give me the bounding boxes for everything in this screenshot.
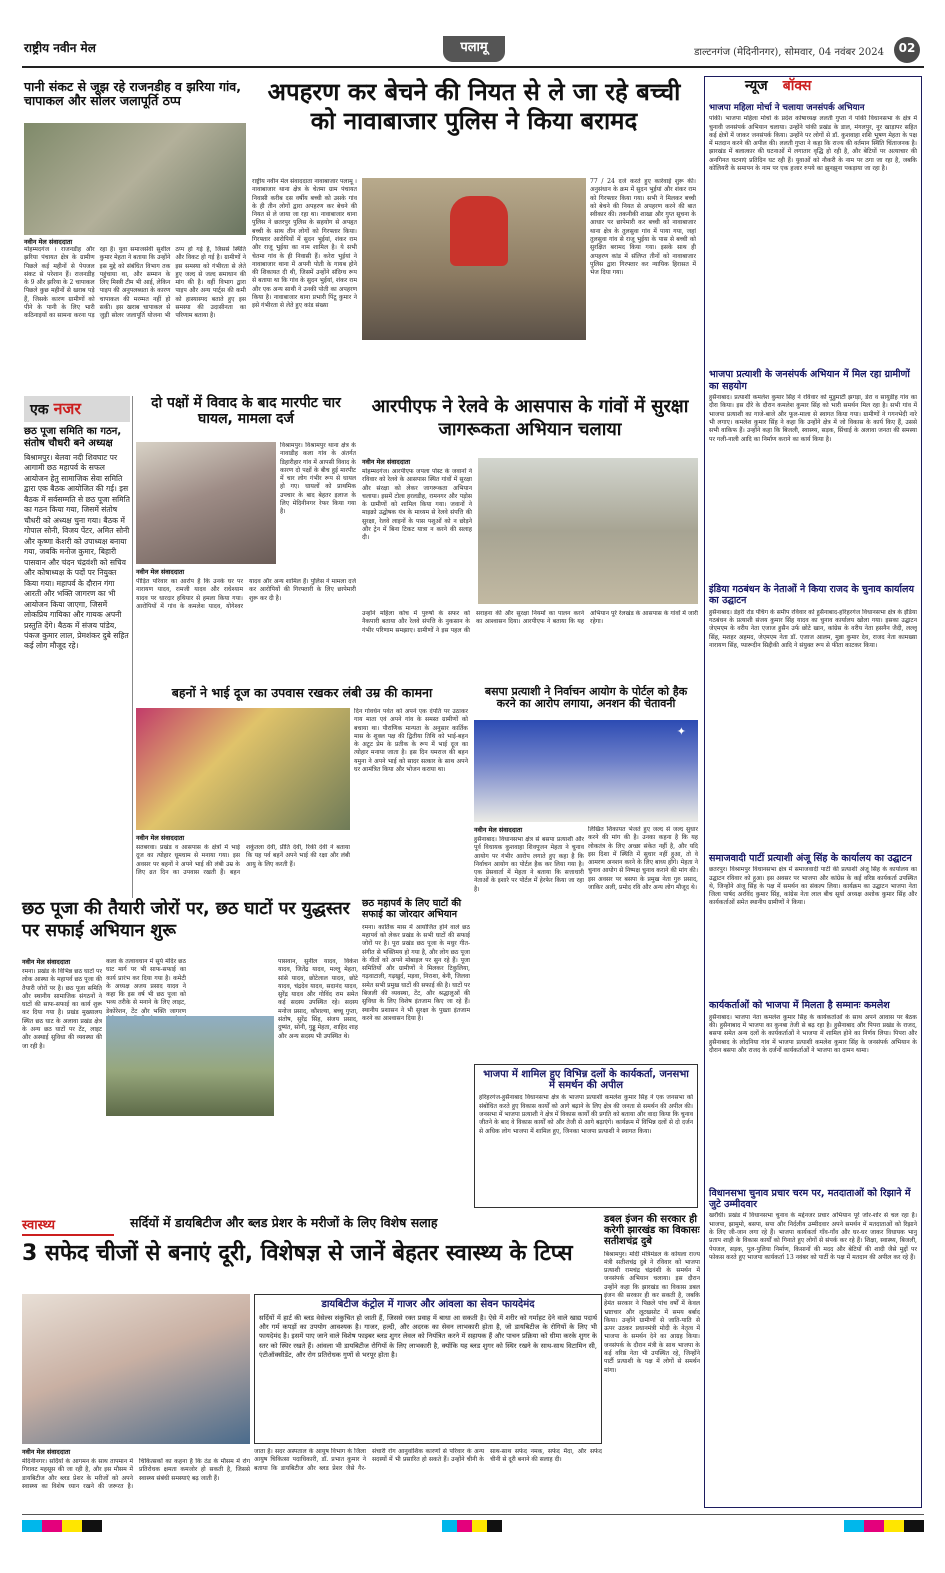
story-lead: [250, 78, 698, 388]
body-2: कला के तत्वावधान में सूर्य मंदिर छठ घाट मार्ग पर भी साफ-सफाई का कार्य प्रारंभ कर दिया गया है। कमेटी के अध्यक्ष अजय प्रसाद यादव ने कहा कि इस वर्ष भी छठ पूजा को भव्य तरीके से मनाने के लिए लाइट, डेकोरेशन, टेंट और भक्ति जागरण: [106, 958, 186, 1015]
page-number-text: 02: [898, 41, 916, 55]
health-box-body: सर्दियों में हार्ट की ब्लड वेसेल्स संकुचित हो जाती हैं, जिससे रक्त प्रवाह में बाधा आ सकती है। ऐसे में शरीर को गर्माहट देने वाले खाद्य पदार्थ और गर्म कपड़ों का उपयोग आवश्यक है। गाजर, हल्दी, और अदरक का सेवन लाभकारी होता है, जो डायबिटीज के रोगियों के लिए भी फायदेमंद है। इसमें पाए जाने वाले विशेष फाइबर ब्लड शुगर लेवल को नियंत्रित करने में सहायक हैं और पाचन प्रक्रिया को धीमा करके शुगर के स्तर को स्थिर रखते हैं। आंवला भी डायबिटीज रोगियों के लिए लाभकारी है, क्योंकि यह ब्लड शुगर को स्थिर रखने के साथ-साथ विटामिन सी, एंटीऑक्सीडेंट, और रोग प्रतिरोधक गुणों से भरपूर होता है।: [259, 1314, 597, 1359]
body-1: मोहम्मदगंज। आरपीएफ जपला पोस्ट के जवानों ने रविवार को रेलवे के आसपास स्थित गांवों में सुरक्षा और संरक्षा को लेकर जागरूकता अभियान चलाया। इसमें टोला हरलडीह, रामनगर और पड़ोस के ग्रामीणों को शामिल किया गया। जवानों ने माइक्रो उद्घोषक यंत्र के माध्यम से रेलवे संपत्ति की सुरक्षा, रेलवे लाइनों के पास पशुओं को न छोड़ने और ट्रेन में बिना टिकट यात्रा न करने की सलाह दी।: [362, 468, 472, 542]
box-sub-5: कार्यकर्ताओं को भाजपा में मिलता है सम्मानः कमलेश: [709, 1000, 890, 1012]
caption: नवीन मेल संवाददाता: [136, 568, 185, 576]
story-bjp-join: [474, 1064, 698, 1208]
headline: पानी संकट से जूझ रहे राजनडीह व झरिया गांव, चापाकल और सोलर जलापूर्ति ठप्प: [24, 79, 241, 108]
registration-bar: [22, 1520, 924, 1532]
body: हरिहरगंज-हुसैनाबाद विधानसभा क्षेत्र के भाजपा प्रत्याशी कमलेश कुमार सिंह ने एक जनसभा को संबोधित करते हुए विकास कार्यों को आगे बढ़ाने के लिए क्षेत्र की जनता से समर्थन की अपील की। जनसभा में भाजपा प्रत्याशी ने क्षेत्र में विकास कार्यों की प्रगति को बताया और वादा किया कि चुनाव जीतने के बाद वे विकास कार्यों को और तेजी से आगे बढ़ाएंगे। कार्यक्रम में विभिन्न दलों से दो दर्जन से अधिक लोग भाजपा में शामिल हुए, जिनका भाजपा प्रत्याशी ने स्वागत किया।: [479, 1094, 693, 1135]
ek-nazar: [24, 396, 130, 898]
color-swatches-left: [22, 1520, 102, 1532]
body-1: हुसैनाबाद। विधानसभा क्षेत्र से बसपा प्रत्याशी और पूर्व विधायक कुशवाहा शिवपूजन मेहता ने चुनाव आयोग पर गंभीर आरोप लगाते हुए कहा है कि निर्वाचन आयोग का पोर्टल हैक कर लिया गया है। एक प्रेसवार्ता में मेहता ने बताया कि सत्ताधारी नेताओं के इशारे पर पोर्टल में हेरफेर किया जा रहा है।: [474, 836, 584, 893]
news-box: [704, 76, 922, 1508]
masthead: [22, 36, 924, 66]
photo: [136, 442, 276, 564]
story-water: [24, 80, 246, 388]
ek-nazar-label-a: एक: [30, 402, 49, 418]
story-rpf: [362, 396, 698, 676]
section-tab: [443, 36, 505, 62]
bsp-banner-icon: ✦: [676, 725, 686, 738]
caption: नवीन मेल संवाददाता: [362, 458, 411, 466]
ghat-body: रमना। कार्तिक मास में आयोजित होने वाले छठ महापर्व को लेकर प्रखंड के सभी घाटों की सफाई जोरों पर है। पूरा प्रखंड छठ पूजा के मधुर गीत-संगीत से भक्तिमय हो गया है, और लोग छठ पूजा के गीतों को अपने मोबाइल पर सुन रहे हैं। पूजा समितियों और ग्रामीणों ने मिलकर टिकुलिया, गढ़वाटाली, गढ़खुर्द, मड़वा, निराशा, बेनी, जिलवा समेत सभी प्रमुख घाटों की सफाई की है। घाटों पर बिजली की व्यवस्था, टेंट, और श्रद्धालुओं की सुविधा के लिए विशेष इंतजाम किए जा रहे हैं। स्थानीय प्रशासन ने भी सुरक्षा के पुख्ता इंतजाम करने का आश्वासन दिया है।: [362, 923, 470, 1022]
news-box-title-a: न्यूज: [745, 78, 768, 94]
headline: छठ पूजा की तैयारी जोरों पर, छठ घाटों पर युद्धस्तर पर सफाई अभियान शुरू: [22, 899, 350, 942]
headline: बहनों ने भाई दूज का उपवास रखकर लंबी उम्र की कामना: [171, 685, 433, 700]
page-number: [894, 37, 920, 63]
body-1: सतबरवा। प्रखंड व आसपास के क्षेत्रों में भाई दूज का त्योहार धूमधाम से मनाया गया। इस अवसर पर बहनों ने अपने भाई की लंबी उम्र के लिए व्रत दिन का उपवास रखती हैं। बहन शकुंतला देवी, प्रीति देवी, रिंकी देवी ने बताया कि यह पर्व बहनें अपने भाई की रक्षा और लंबी आयु के लिए करती हैं।: [136, 844, 350, 876]
health-label: [22, 1214, 114, 1236]
caption: नवीन मेल संवाददाता: [24, 238, 73, 246]
masthead-rule: [22, 66, 924, 68]
story-chhath: [22, 898, 358, 1210]
news-box-title-b: बॉक्स: [782, 78, 812, 94]
paper-name: राष्ट्रीय नवीन मेल: [24, 41, 96, 55]
ek-nazar-sub: छठ पूजा समिति का गठन, संतोष चौधरी बने अध्यक्ष: [24, 426, 122, 449]
box-sub-3: इंडिया गठबंधन के नेताओं ने किया राजद के चुनाव कार्यालय का उद्घाटन: [709, 584, 914, 607]
color-swatches-right: [844, 1520, 924, 1532]
body-1: मेदिनीनगर। सर्दियों के आगमन के साथ तापमान में गिरावट महसूस की जा रही है, और इस मौसम में डायबिटीज और ब्लड प्रेशर के मरीजों को अपने स्वास्थ्य का विशेष ध्यान रखने की जरूरत है। चिकित्सकों का कहना है कि ठंड के मौसम में रोग प्रतिरोधक क्षमता कमजोर हो सकती है, जिससे स्वास्थ्य संबंधी समस्याएं बढ़ जाती हैं।: [22, 1458, 250, 1490]
caption: नवीन मेल संवाददाता: [22, 1448, 71, 1456]
story-bhaidooj: [136, 686, 468, 894]
headline: बसपा प्रत्याशी ने निर्वाचन आयोग के पोर्टल को हैक करने का आरोप लगाया, अनशन की चेतावनी: [484, 685, 688, 711]
caption: नवीन मेल संवाददाता: [22, 958, 71, 966]
box-body-1: पांकी। भाजपा महिला मोर्चा के प्रदेश कोषाध्यक्ष ललती गुप्ता ने पांकी विधानसभा के क्षेत्र में चुनावी जनसंपर्क अभियान चलाया। उन्होंने पांकी प्रखंड के डाल, मंगलपुर, नूर खाड़ापर सहित कई क्षेत्रों में जाकर जनसंपर्क किया। उन्होंने पर लोगों से डॉ. कुशवाहा शशि भूषण मेहता के पक्ष में मतदान करने की अपील की। ललती गुप्ता ने कहा कि राज्य की वर्तमान स्थिति चिंताजनक है। झारखंड में बलात्कार की घटनाओं में लगातार वृद्धि हो रही है, और बेटियों पर अत्याचार की अनगिनत घटनाएं प्रतिदिन घट रही हैं। युवाओं को नौकरी के नाम पर ठगा जा रहा है, जबकि कोलियरी के समापन के नाम पर एक हजार रुपये का झुनझुना पकड़ाया जा रहा है।: [709, 115, 917, 172]
health-box-title: डायबिटीज कंट्रोल में गाजर और आंवला का सेवन फायदेमंद: [321, 1299, 535, 1310]
ek-nazar-label-b: नजर: [53, 399, 81, 418]
body-left: राष्ट्रीय नवीन मेल संवाददाता नावाबाजार पलामू । नावाबाजार थाना क्षेत्र के चेतमा ग्राम पंचायत निवासी करीब दस वर्षीय बच्ची को उसके गांव के ही तीन लोगों द्वारा अपहरण कर बेचने की नियत से ले जाया जा रहा था। नावाबाजार थाना पुलिस ने छतरपुर पुलिस के सहयोग से अपहृत बच्ची के साथ तीन लोगों को गिरफ्तार किया। गिरफ्तार आरोपियों में सुदन भुईयां, शंकर राम और राजू भुईया का नाम शामिल है। ये सभी चेतमा गांव के ही निवासी हैं। करेरा भुईयां ने नावाबाजार थाना में अपनी पोती के गायब होने की शिकायत दी थी, जिसमें उन्होंने संदिग्ध रूप से बताया था कि गांव के सुदन भुईयां, शंकर राम और एक अन्य साथी ने उनकी पोती का अपहरण किया है। नावाबाजार थाना प्रभारी पिंटू कुमार ने इसे गंभीरता से लेते हुए कांड संख्या: [252, 178, 357, 310]
headline: आरपीएफ ने रेलवे के आसपास के गांवों में सुरक्षा जागरूकता अभियान चलाया: [371, 396, 689, 440]
story-bsp: [474, 686, 698, 1060]
ek-nazar-body: बिश्रामपुर। बेलवा नदी शिवघाट पर आगामी छठ महापर्व के सफल आयोजन हेतु सामाजिक सेवा समिति द्वारा एक बैठक आयोजित की गई। इस बैठक में सर्वसम्मति से छठ पूजा समिति का गठन किया गया, जिसमें संतोष चौधरी को अध्यक्ष चुना गया। बैठक में गोपाल सोनी, विजय पेंटर, अमित सोनी और कृष्णा केशरी को उपाध्यक्ष बनाया गया, जबकि मनोज कुमार, बिहारी पासवान और चंदन चंद्रवंशी को सचिव और कोषाध्यक्ष के पदों पर नियुक्त किया गया। महापर्व के दौरान गंगा आरती और भक्ति जागरण का भी आयोजन किया जाएगा, जिसमें लोकप्रिय गायिका और गायक अपनी प्रस्तुति देंगे। बैठक में संजय पांडेय, पंकज कुमार लाल, प्रेमशंकर दुबे सहित कई लोग मौजूद रहे।: [24, 453, 130, 651]
box-body-2: हुसैनाबाद। प्रत्याशी कमलेश कुमार सिंह ने रविवार को मुडुमार्टी झगड़ा, डेरा व सायुडीह गांव का दौरा किया। इस दौरे के दौरान कमलेश कुमार सिंह को भारी समर्थन मिल रहा है। सभी गांव में भाजपा प्रत्याशी का गाजे-बाजे और फूल-माला से स्वागत किया गया। ग्रामीणों ने गगनभेदी नारे भी लगाए। कमलेश कुमार सिंह ने कहा कि उन्होंने क्षेत्र में जो विकास के कार्य किए हैं, उससे सभी वाकिफ हैं। उन्होंने कहा कि बिजली, स्वास्थ्य, सड़क, सिंचाई के अलावा जनता की समस्या पर गली-नाली आदि का निर्माण कराने का कार्य किया है।: [709, 394, 917, 443]
photo: [22, 1294, 250, 1444]
health-kicker: सर्दियों में डायबिटीज और ब्लड प्रेशर के मरीजों के लिए विशेष सलाह: [130, 1215, 438, 1230]
body: बिश्रामपुर। मोदी मंत्रिमंडल के कोयला राज्य मंत्री सतीशचंद्र दुबे ने रविवार को भाजपा प्रत्याशी रामचंद्र चंद्रवंशी के समर्थन में जनसंपर्क अभियान चलाया। इस दौरान उन्होंने कहा कि झारखंड का विकास डबल इंजन की सरकार ही कर सकती है, जबकि हेमंत सरकार ने पिछले पांच वर्षों में केवल भ्रष्टाचार और लूटखसोट में समय बर्बाद किया। उन्होंने ग्रामीणों से जाति-पाति से ऊपर उठकर प्रधानमंत्री मोदी के नेतृत्व में भाजपा के समर्थन देने का आग्रह किया। जनसंपर्क के दौरान मंत्री के साथ भाजपा के कई वरिष्ठ नेता भी उपस्थित रहे, जिन्होंने पार्टी प्रत्याशी के पक्ष में लोगों से समर्थन मांगा।: [604, 1250, 700, 1374]
body-2: दिन गोवर्धन पर्वत को अपने एक दंपति पर उठाकर गाय माता एवं अपने गांव के समस्त ग्रामीणों को बचाया था। पौराणिक मान्यता के अनुसार कार्तिक मास के शुक्ल पक्ष की द्वितीया तिथि को भाई-बहन के अटूट प्रेम के प्रतीक के रूप में भाई दूज का त्योहार मनाया जाता है। इस दिन यमराज की बहन यमुना ने अपने भाई को सादर सत्कार के साथ अपने घर आमंत्रित किया और भोजन कराया था।: [354, 708, 468, 773]
headline: भाजपा में शामिल हुए विभिन्न दलों के कार्यकर्ता, जनसभा में समर्थन की अपील: [483, 1069, 689, 1092]
box-sub-4: समाजवादी पार्टी प्रत्याशी अंजू सिंह के कार्यालय का उद्घाटन: [709, 852, 912, 864]
color-swatches-center: [442, 1520, 502, 1532]
body-2: लिखित शिकायत भेजते हुए जल्द से जल्द सुधार करने की मांग की है। उनका कहना है कि यह लोकतंत्र के लिए अच्छा संकेत नहीं है, और यदि इस दिशा में स्थिति में सुधार नहीं हुआ, तो वे आमरण अनशन करने के लिए बाध्य होंगे। मेहता ने चुनाव आयोग से निष्पक्ष चुनाव कराने की मांग की। इस अवसर पर बसपा के प्रमुख नेता गुरु प्रसाद, जाकिर अली, प्रमोद रवि और अन्य लोग मौजूद थे।: [588, 826, 698, 891]
body-2: उन्होंने महिला कोच में पुरुषों के सफर को नैकपारी बताया और रेलवे संपत्ति के नुकसान के गंभीर परिणाम समझाए। ग्रामीणों ने इस पहल की सराहना की और सुरक्षा नियमों का पालन करने का आश्वासन दिया। आरपीएफ ने बताया कि यह अभियान पूरे रेलखंड के आसपास के गांवों में जारी रहेगा।: [362, 610, 698, 634]
box-sub-6: विधानसभा चुनाव प्रचार चरम पर, मतदाताओं को रिझाने में जुटे उम्मीदवार: [709, 1187, 911, 1211]
photo-figure-red: [450, 196, 508, 266]
box-sub-1: भाजपा महिला मोर्चा ने चलाया जनसंपर्क अभियान: [709, 103, 865, 113]
box-body-4: छतरपुर। विश्रामपुर विधानसभा क्षेत्र में समाजवादी पार्टी की प्रत्याशी अंजू सिंह के कार्यालय का उद्घाटन रविवार को हुआ। इस अवसर पर भाजपा और कांग्रेस के कई वरिष्ठ कार्यकर्ता उपस्थित थे, जिन्होंने अंजू सिंह के पक्ष में समर्थन का संकल्प लिया। कार्यक्रम का उद्घाटन भाजपा नेता जिला पार्षद अरविंद कुमार सिंह, कांग्रेस नेता लाल बीच सूर्या अध्यक्ष अशोक कुमार सिंह और कार्यकर्ताओं समेत स्थानीय ग्रामीणों ने किया।: [709, 866, 917, 907]
body-right: 77 / 24 दर्ज करते हुए कार्रवाई शुरू की। अनुसंधान के क्रम में सुदन भुईयां और शंकर राम को गिरफ्तार किया गया। सभी ने मिलकर बच्ची को बेचने की नियत से अपहरण करने की बात स्वीकार की। तकनीकी शाखा और गुप्त सूचना के आधार पर छापेमारी कर बच्ची को नावाबाजार थाना क्षेत्र के तुलसुवा गांव में पाया गया, जहां तुलसुवा गांव से राजू भुईया के पास से बच्ची को सुरक्षित बरामद किया गया। इसके साथ ही अपहरण कांड में संलिप्त तीनों को नावाबाजार पुलिस द्वारा गिरफ्तार कर न्यायिक हिरासत में भेज दिया गया।: [590, 178, 696, 277]
box-sub-2: भाजपा प्रत्याशी के जनसंपर्क अभियान में मिल रहा ग्रामीणों का सहयोग: [709, 369, 910, 392]
box-body-6: खरौंधी। प्रखंड में विधानसभा चुनाव के मद्देनजर प्रचार अभियान पूरे जोर-शोर से चल रहा है। भाजपा, झामुमो, बसपा, सपा और निर्दलीय उम्मीदवार अपने समर्थन में मतदाताओं को रिझाने के लिए जी-जान लगा रहे हैं। भाजपा कार्यकर्ता गाँव-गाँव और घर-घर जाकर विधायक भानु प्रताप शाही के विकास कार्यों को गिनाते हुए लोगों से संपर्क कर रहे हैं। शिक्षा, स्वास्थ्य, बिजली, पेयजल, सड़क, पुल-पुलिया निर्माण, किसानों की मदद और बेटियों की शादी जैसे मुद्दों पर फोकस करते हुए भाजपा कार्यकर्ता 13 नवंबर को पार्टी के पक्ष में मतदान की अपील कर रहे हैं।: [709, 1212, 917, 1261]
box-body-3: हुसैनाबाद। डेहरी रोड पंचिंग के समीप रविवार को हुसैनाबाद-हरिहरगंज विधानसभा क्षेत्र के इंडिया गठबंधन के प्रत्याशी संजय कुमार सिंह यादव का चुनाव कार्यालय खोला गया। इसका उद्घाटन जेएमएम के वरीय नेता एजाज हुसैन उर्फ छोटे खान, कांग्रेस के वरीय नेता हसनैन जैदी, लल्लू सिंह, मशहर अहमद, जेएमएम नेता डॉ. एजाज आलम, मुन्ना कुमार देव, राजद नेता कामख्या नारायण सिंह, प्यारूदीन सिद्दीकी आदि ने संयुक्त रूप से फीता काटकर किया।: [709, 608, 917, 649]
story-fight: [136, 396, 356, 678]
photo: [136, 708, 350, 830]
dateline: डाल्टनगंज (मेदिनीनगर), सोमवार, 04 नवंबर 2024: [694, 47, 884, 58]
photo: [106, 1016, 274, 1116]
headline: अपहरण कर बेचने की नियत से ले जा रहे बच्ची को नावाबाजार पुलिस ने किया बरामद: [267, 78, 681, 136]
story-ghat: [362, 898, 470, 1058]
headline: डबल इंजन की सरकार ही करेगी झारखंड का विकासः सतीशचंद्र दुबे: [604, 1214, 700, 1248]
photo: [362, 178, 586, 340]
ek-nazar-label: [24, 396, 130, 422]
body-1: विश्रामपुर। विश्रामपुर थाना क्षेत्र के नावाडीह कला गांव के अंतर्गत डिहारीहार गांव में आपसी विवाद के कारण दो पक्षों के बीच हुई मारपीट में चार लोग गंभीर रूप से घायल हो गए। घायलों को प्राथमिक उपचार के बाद बेहतर इलाज के लिए मेदिनीनगर रेफर किया गया है।: [280, 442, 356, 516]
ghat-sub: छठ महापर्व के लिए घाटों की सफाई का जोरदार अभियान: [362, 898, 462, 921]
photo: [474, 720, 698, 822]
footer-rule: [22, 1514, 924, 1515]
news-box-inner: [709, 103, 917, 1442]
body-1: रमना। प्रखंड के विभिन्न छठ घाटों पर लोक आस्था के महापर्व छठ पूजा की तैयारी जोरों पर है। छठ पूजा समिति और स्थानीय सामाजिक संगठनों ने घाटों की साफ-सफाई का कार्य शुरू कर दिया गया है। प्रखंड मुख्यालय स्थित छठ घाट के अलावा प्रखंड क्षेत्र के अन्य छठ घाटों पर टेंट, लाइट और अस्थाई सुविधा की व्यवस्था की जा रही है।: [22, 968, 102, 1050]
health-label-text: स्वास्थ्य: [22, 1218, 56, 1233]
story-health: [22, 1214, 602, 1508]
health-box: [254, 1294, 602, 1444]
caption: नवीन मेल संवाददाता: [136, 834, 185, 842]
caption: नवीन मेल संवाददाता: [474, 826, 523, 834]
photo: [478, 458, 698, 604]
health-headline: 3 सफेद चीजों से बनाएं दूरी, विशेषज्ञ से जानें बेहतर स्वास्थ्य के टिप्स: [22, 1241, 573, 1266]
story-double-engine: [604, 1214, 700, 1508]
headline: दो पक्षों में विवाद के बाद मारपीट चार घायल, मामला दर्ज: [151, 395, 341, 427]
photo: [24, 123, 246, 235]
body: मोहम्मदगंज । राजनडीह और झरिया पंचायत क्षेत्र के ग्रामीण पिछले कई महीनों से पेयजल संकट से परेशान हैं। राजनडीह के 9 और झरिया के 2 चापाकल पिछले कुछ महीनों से खराब पड़े हैं, जिसके कारण ग्रामीणों को पीने के पानी के लिए भारी कठिनाइयों का सामना करना पड़ रहा है। युवा समाजसेवी सुशील कुमार मेहता ने बताया कि उन्होंने इस मुद्दे को संबंधित विभाग तक पहुंचाया था, और सम्मान के लिए मिस्त्री टीम भी आई, लेकिन पाइप की अनुपलब्धता के कारण चापाकल की मरम्मत नहीं हो सकी। इस खराब चापाकल से जुड़ी सोलर जलापूर्ति योजना भी ठप्प हो गई है, जिससे स्थिति और विकट हो गई है। ग्रामीणों ने इस समस्या को गंभीरता से लेते हुए जल्द से जल्द समाधान की मांग की है। वहीं विभाग द्वारा पाइप और अन्य पार्ट्स की कमी को हास्यास्पद बताते हुए इस समस्या की उदासीनता का परिणाम बताया है।: [24, 246, 246, 320]
column-divider: [132, 396, 133, 898]
body-2: पीड़ित परिवार का आरोप है कि उनके घर पर नारायण यादव, रामजी यादव और राधेश्याम यादव पर धारदार हथियार से हमला किया गया। आरोपियों में गांव के कमलेश यादव, योगेश्वर यादव और अन्य शामिल हैं। पुलिस ने मामला दर्ज कर आरोपियों की गिरफ्तारी के लिए छापेमारी शुरू कर दी है।: [136, 578, 356, 610]
news-box-title: [745, 75, 885, 99]
box-body-5: हुसैनाबाद। भाजपा नेता कमलेश कुमार सिंह के कार्यकर्ताओं के साथ अपने आवास पर बैठक की। हुसैनाबाद में भाजपा का कुनबा तेजी से बढ़ रहा है। हुसैनाबाद और पिपरा प्रखंड के राजद, बसपा समेत अन्य दलों के कार्यकर्ताओं ने भाजपा में शामिल होने का निर्णय लिया। पिपरा और हुसैनाबाद के लोदनिया गांव में भाजपा प्रत्याशी कमलेश कुमार सिंह के जनसंपर्क अभियान के दौरान बसपा और राजद के दर्जनों कार्यकर्ताओं ने भाजपा का दामन थामा।: [709, 1013, 917, 1054]
body-2: जाता है। सदर अस्पताल के आयुष विभाग के जिला आयुष चिकित्सा पदाधिकारी, डॉ. प्रभात कुमार ने बताया कि डायबिटीज और ब्लड प्रेशर जैसे गैर-संचारी रोग आनुवांशिक कारणों से परिवार के अन्य सदस्यों में भी प्रसारित हो सकते हैं। उन्होंने चीनी के साथ-साथ सफेद नमक, सफेद मैदा, और सफेद चीनी से दूरी बनाने की सलाह दी।: [254, 1448, 602, 1472]
body-3: पासवान, सुनील यादव, विकेश यादव, जितेंद्र यादव, मल्लू मेहता, सांसे यादव, छोटेलाल यादव, छोटे यादव, चंद्रदेव यादव, सदानंद यादव, सुरेंद्र यादव और गोविंद राम समेत कई सदस्य उपस्थित रहे। सदस्य मनोज प्रसाद, कौशल्या, बच्चू गुप्ता, संतोष, सुरेंद्र सिंह, संजय प्रसाद, दुष्यंत, सोनी, गुड्डू मेहता, शाहिद शाह और अन्य सदस्य भी उपस्थित थे।: [278, 958, 358, 1040]
section-name: पलामू: [460, 40, 488, 55]
